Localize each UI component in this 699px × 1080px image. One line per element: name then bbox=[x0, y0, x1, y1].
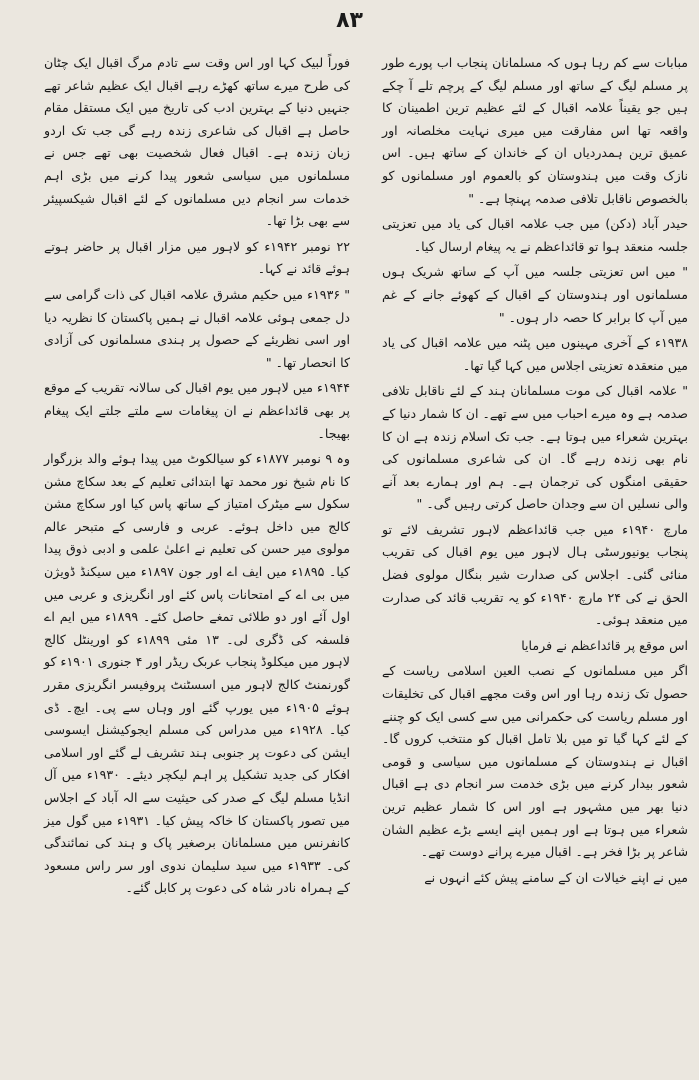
paragraph: مبابات سے کم رہا ہوں کہ مسلمانان پنجاب اب پورے طور پر مسلم لیگ کے ساتھ اور مسلم لیگ کے پرچم تلے آ چکے ہیں جو یقیناً علامہ اقبال کے لئے عظیم ترین اطمینان کا واقعہ تھا اس مفارقت میں میری نہایت مخلصانہ اور عمیق ترین ہمدردیاں ان کے خاندان کے ساتھ ہیں۔ اس نازک وقت میں ہندوستان کو بالعموم اور مسلمانوں کو بالخصوص ناقابل تلافی صدمہ پہنچا ہے۔ " bbox=[382, 55, 688, 206]
left-column bbox=[44, 52, 350, 903]
paragraph: " ۱۹۳۶ء میں حکیم مشرق علامہ اقبال کی ذات گرامی سے دل جمعی ہوئی علامہ اقبال نے ہمیں پاکستان کا نظریہ دیا اور اسی نظریئے کے حصول پر ہندی مسلمانوں کی آزادی کا انحصار تھا۔ " bbox=[44, 286, 350, 370]
paragraph: اگر میں مسلمانوں کے نصب العین اسلامی ریاست کے حصول تک زندہ رہا اور اس وقت مجھے اقبال کی تخلیقات اور مسلم ریاست کی حکمرانی میں سے کسی ایک کو چننے کے لئے کہا گیا تو میں بلا تامل اقبال کو منتخب کروں گا۔ اقبال نے ہندوستان کے مسلمانوں میں سیاسی و قومی شعور بیدار کرنے میں بڑی خدمت سر انجام دی ہے اقبال دنیا بھر میں مشہور ہے اور اس کا شمار عظیم ترین شعراء میں ہوتا ہے اور ہمیں اپنے ایسے بڑے عظیم الشان شاعر پر بڑا فخر ہے۔ اقبال میرے پرانے دوست تھے۔ bbox=[382, 663, 688, 860]
right-column bbox=[382, 52, 688, 892]
paragraph: ۲۲ نومبر ۱۹۴۲ء کو لاہور میں مزار اقبال پر حاضر ہوتے ہوئے قائد نے کہا۔ bbox=[44, 238, 350, 277]
paragraph: مارچ ۱۹۴۰ء میں جب قائداعظم لاہور تشریف لائے تو پنجاب یونیورسٹی ہال لاہور میں یوم اقبال کی تقریب منائی گئی۔ اجلاس کی صدارت شیر بنگال مولوی فضل الحق نے کی ۲۴ مارچ ۱۹۴۰ء کو یہ تقریب قائد کی صدارت میں منعقد ہوئی۔ bbox=[382, 521, 689, 628]
paragraph: ۱۹۳۸ء کے آخری مہینوں میں پٹنہ میں علامہ اقبال کی یاد میں منعقدہ تعزیتی اجلاس میں کہا گیا تھا۔ bbox=[382, 335, 688, 373]
paragraph: " میں اس تعزیتی جلسہ میں آپ کے ساتھ شریک ہوں مسلمانوں اور ہندوستان کے اقبال کے کھوئے جانے کے غم میں آپ کا برابر کا حصہ دار ہوں۔ " bbox=[382, 264, 688, 325]
page-number: ۸۳ bbox=[336, 8, 363, 33]
paragraph: اس موقع پر قائداعظم نے فرمایا bbox=[521, 637, 688, 653]
paragraph: وہ ۹ نومبر ۱۸۷۷ء کو سیالکوٹ میں پیدا ہوئے والد بزرگوار کا نام شیخ نور محمد تھا ابتدائی تعلیم کے بعد سکاچ مشن سکول سے میٹرک امتیاز کے ساتھ پاس کیا اور سکاچ مشن کالج میں داخل ہوئے۔ عربی و فارسی کے متبحر عالم مولوی میر حسن کی تعلیم نے اعلیٰ علمی و ادبی ذوق پیدا کیا۔ ۱۸۹۵ء میں ایف اے اور جون ۱۸۹۷ء میں سیکنڈ ڈویژن میں بی اے کے امتحانات پاس کئے اور انگریزی و عربی میں اول آئے اور دو طلائی تمغے حاصل کئے۔ ۱۸۹۹ء میں ایم اے فلسفہ کی ڈگری لی۔ ۱۳ مئی ۱۸۹۹ء کو اورینٹل کالج لاہور میں میکلوڈ پنجاب عربک ریڈر اور ۴ جنوری ۱۹۰۱ء کو گورنمنٹ کالج لاہور میں اسسٹنٹ پروفیسر انگریزی مقرر ہوئے ۱۹۰۵ء میں یورپ گئے اور وہاں سے پی۔ ایچ۔ ڈی کیا۔ ۱۹۲۸ء میں مدراس کی مسلم ایجوکیشنل ایسوسی ایشن کی دعوت پر جنوبی ہند تشریف لے گئے اور اسلامی افکار کی جدید تشکیل پر اہم لیکچر دیئے۔ ۱۹۳۰ء میں آل انڈیا مسلم لیگ کے صدر کی حیثیت سے الہ آباد کے اجلاس میں تصور پاکستان کا خاکہ پیش کیا۔ ۱۹۳۱ء میں گول میز کانفرنس میں مسلمانان برصغیر پاک و ہند کی نمائندگی کی۔ ۱۹۳۳ء میں سید سلیمان ندوی اور سر راس مسعود کے ہمراہ نادر شاہ کی دعوت پر کابل گئے۔ bbox=[44, 451, 351, 896]
paragraph: حیدر آباد (دکن) میں جب علامہ اقبال کی یاد میں تعزیتی جلسہ منعقد ہوا تو قائداعظم نے یہ پیغام ارسال کیا۔ bbox=[382, 216, 688, 254]
paragraph: فوراً لبیک کہا اور اس وقت سے تادم مرگ اقبال ایک چٹان کی طرح میرے ساتھ کھڑے رہے اقبال ایک عظیم شاعر تھے جنہیں دنیا کے بہترین ادب کی تاریخ میں ایک مستقل مقام حاصل ہے اقبال کی شاعری زندہ رہے گی جب تک اردو زبان زندہ ہے۔ اقبال فعال شخصیت بھی تھے جس نے مسلمانوں میں سیاسی شعور پیدا کرنے میں بڑی اہم خدمات سر انجام دیں مسلمانوں کے لئے اقبال شیکسپیئر سے بھی بڑا تھا۔ bbox=[44, 55, 350, 229]
paragraph: ۱۹۴۴ء میں لاہور میں یوم اقبال کی سالانہ تقریب کے موقع پر بھی قائداعظم نے ان پیغامات سے ملتے جلتے ایک پیغام بھیجا۔ bbox=[44, 380, 350, 441]
paragraph: " علامہ اقبال کی موت مسلمانان ہند کے لئے ناقابل تلافی صدمہ ہے وہ میرے احباب میں سے تھے۔ ان کا شمار دنیا کے بہترین شعراء میں ہوتا ہے۔ جب تک اسلام زندہ ہے ان کا نام بھی زندہ رہے گا۔ ان کی شاعری مسلمانوں کی حقیقی امنگوں کی ترجمان ہے۔ ہم اور ہمارے بعد آنے والی نسلیں ان سے وجدان حاصل کرتی رہیں گی۔ " bbox=[382, 383, 688, 512]
paragraph: میں نے اپنے خیالات ان کے سامنے پیش کئے انہوں نے bbox=[424, 869, 688, 885]
